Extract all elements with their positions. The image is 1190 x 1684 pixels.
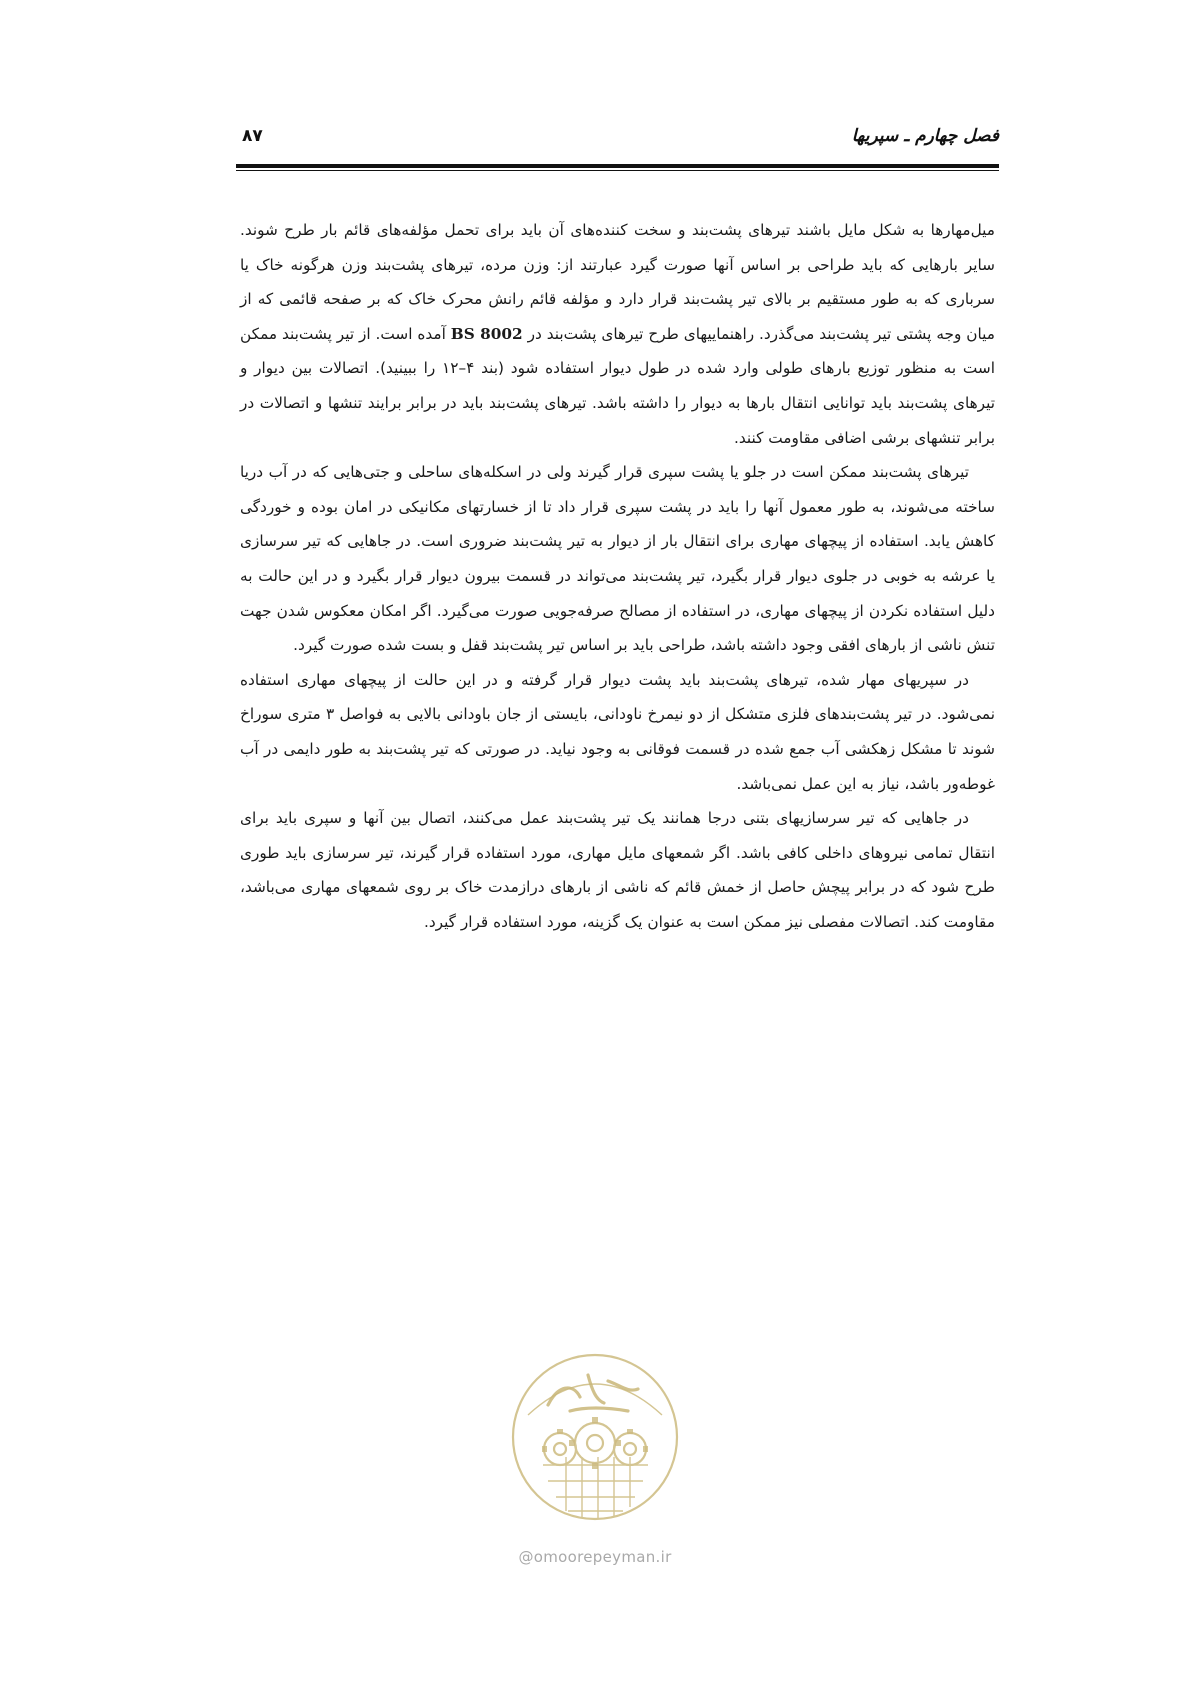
standard-reference: BS 8002 bbox=[450, 324, 523, 343]
watermark-caption-text: omoorepeyman.ir bbox=[533, 1548, 672, 1566]
page-number: ۸۷ bbox=[242, 126, 263, 146]
page-header bbox=[236, 126, 999, 156]
logo-emblem-icon bbox=[488, 1345, 702, 1535]
paragraph-1-end: آمده است. از تیر پشت‌بند ممکن است به منظور توزیع بارهای طولی وارد شده در طول دیوار استفاده شود (بند ۴–۱۲ را ببینید). اتصالات بین دیوار و تیرهای پشت‌بند باید توانایی انتقال بارها به دیوار را داشته باشد. تیرهای پشت‌بند باید در برابر برایند تنشها و اتصالات در برابر تنشهای برشی اضافی مقاومت کنند. bbox=[240, 324, 995, 447]
paragraph-3: در سپریهای مهار شده، تیرهای پشت‌بند باید پشت دیوار قرار گرفته و در این حالت از پیچهای مهاری استفاده نمی‌شود. در تیر پشت‌بندهای فلزی متشکل از دو نیمرخ ناودانی، بایستی از جان باودانی بالایی به فواصل ۳ متری سوراخ شوند تا مشکل زهکشی آب جمع شده در قسمت فوقانی به وجود نیاید. در صورتی که تیر پشت‌بند به طور دایمی در آب غوطه‌ور باشد، نیاز به این عمل نمی‌باشد. bbox=[240, 670, 995, 793]
paragraph-4: در جاهایی که تیر سرسازیهای بتنی درجا همانند یک تیر پشت‌بند عمل می‌کنند، اتصال بین آنها و سپری باید برای انتقال تمامی نیروهای داخلی کافی باشد. اگر شمعهای مایل مهاری، مورد استفاده قرار گیرند، تیر سرسازی باید طوری طرح شود که در برابر پیچش حاصل از خمش قائم که ناشی از بارهای درازمدت خاک بر روی شمعهای مهاری می‌باشد، مقاومت کند. اتصالات مفصلی نیز ممکن است به عنوان یک گزینه، مورد استفاده قرار گیرد. bbox=[240, 809, 995, 931]
paragraph-1-start: میل‌مهارها به شکل مایل باشند تیرهای پشت‌بند و سخت کننده‌های آن باید برای تحمل مؤلفه‌های قائم بار طرح شوند. سایر بارهایی که باید طراحی بر اساس آنها صورت گیرد عبارتند از: وزن مرده، تیرهای پشت‌بند وزن هرگونه خاک یا سرباری که به طور مستقیم بر بالای تیر پشت‌بند قرار دارد و مؤلفه قائم رانش محرک خاک که بر صفحه قائمی که از میان وجه پشتی تیر پشت‌بند می‌گذرد. راهنماییهای طرح تیرهای پشت‌بند در bbox=[240, 221, 995, 343]
at-sign-icon: @ bbox=[518, 1548, 534, 1566]
chapter-title: فصل چهارم ـ سپریها bbox=[851, 126, 999, 146]
header-rule-thick bbox=[236, 164, 999, 168]
watermark-caption bbox=[470, 1548, 720, 1566]
header-rule-thin bbox=[236, 170, 999, 171]
paragraph-1 bbox=[240, 213, 995, 455]
body-text bbox=[240, 213, 995, 939]
watermark-logo bbox=[488, 1345, 702, 1535]
paragraph-2: تیرهای پشت‌بند ممکن است در جلو یا پشت سپری قرار گیرند ولی در اسکله‌های ساحلی و جتی‌هایی که در آب دریا ساخته می‌شوند، به طور معمول آنها را باید در پشت سپری قرار داد تا از خسارتهای مکانیکی در امان بوده و خوردگی کاهش یابد. استفاده از پیچهای مهاری برای انتقال بار از دیوار به تیر پشت‌بند ضروری است. در جاهایی که تیر سرسازی یا عرشه به خوبی در جلوی دیوار قرار بگیرد، تیر پشت‌بند می‌تواند در قسمت بیرون دیوار قرار بگیرد و در این حالت به دلیل استفاده نکردن از پیچهای مهاری، در استفاده از مصالح صرفه‌جویی صورت می‌گیرد. اگر امکان معکوس شدن جهت تنش ناشی از بارهای افقی وجود داشته باشد، طراحی باید بر اساس تیر پشت‌بند قفل و بست شده صورت گیرد. bbox=[240, 463, 995, 655]
